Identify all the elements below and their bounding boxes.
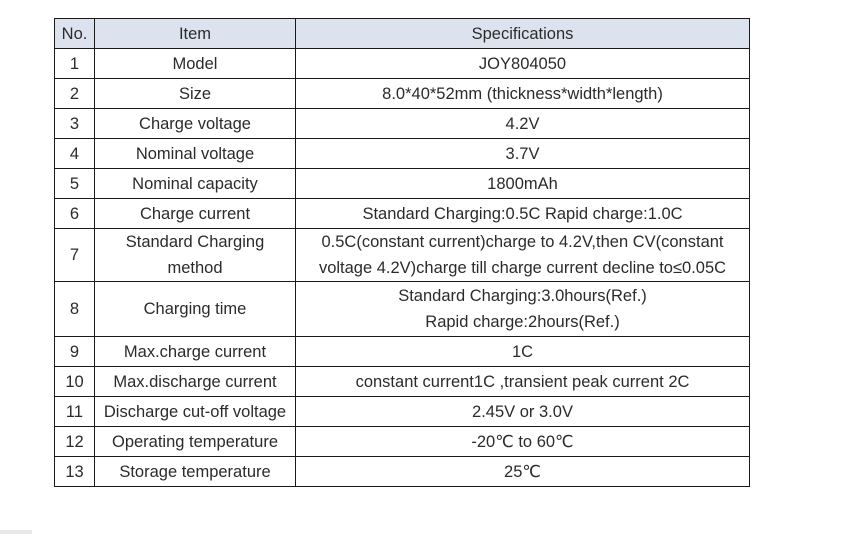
row-item-line: method: [167, 259, 223, 277]
row-number: 2: [55, 79, 95, 109]
corner-strip: [0, 530, 32, 534]
row-item: Charge voltage: [95, 109, 296, 139]
table-row: [55, 397, 750, 427]
row-number: 3: [55, 109, 95, 139]
row-number: 10: [55, 367, 95, 397]
row-number: 4: [55, 139, 95, 169]
row-spec-line: Rapid charge:2hours(Ref.): [425, 313, 620, 331]
row-spec: [296, 229, 750, 282]
specifications-table: [54, 18, 750, 487]
row-item: Charge current: [95, 199, 296, 229]
row-number: 8: [55, 282, 95, 337]
row-spec: constant current1C ,transient peak current 2C: [296, 367, 750, 397]
row-number: 1: [55, 49, 95, 79]
table-header: [55, 19, 750, 49]
row-spec: 3.7V: [296, 139, 750, 169]
row-item: Charging time: [95, 282, 296, 337]
header-item: Item: [95, 19, 296, 49]
row-item: Nominal voltage: [95, 139, 296, 169]
row-spec: 2.45V or 3.0V: [296, 397, 750, 427]
row-spec: JOY804050: [296, 49, 750, 79]
row-number: 12: [55, 427, 95, 457]
row-number: 7: [55, 229, 95, 282]
row-spec-line: Standard Charging:3.0hours(Ref.): [398, 287, 647, 305]
row-item: Max.discharge current: [95, 367, 296, 397]
row-spec: -20℃ to 60℃: [296, 427, 750, 457]
table-row: [55, 367, 750, 397]
row-item: [95, 229, 296, 282]
row-spec: 1C: [296, 337, 750, 367]
table-row: [55, 139, 750, 169]
header-row: [55, 19, 750, 49]
row-spec: Standard Charging:0.5C Rapid charge:1.0C: [296, 199, 750, 229]
table-row: [55, 457, 750, 487]
row-number: 11: [55, 397, 95, 427]
table-row: [55, 337, 750, 367]
row-item: Max.charge current: [95, 337, 296, 367]
row-item: Model: [95, 49, 296, 79]
table-row: [55, 427, 750, 457]
row-item: Discharge cut-off voltage: [95, 397, 296, 427]
header-no: No.: [55, 19, 95, 49]
table-row: [55, 229, 750, 282]
table-row: [55, 282, 750, 337]
row-spec: 25℃: [296, 457, 750, 487]
table-row: [55, 169, 750, 199]
table-row: [55, 109, 750, 139]
row-number: 6: [55, 199, 95, 229]
row-spec: 4.2V: [296, 109, 750, 139]
row-spec: [296, 282, 750, 337]
row-item: Size: [95, 79, 296, 109]
row-number: 9: [55, 337, 95, 367]
row-number: 5: [55, 169, 95, 199]
row-number: 13: [55, 457, 95, 487]
row-item-line: Standard Charging: [125, 233, 265, 251]
table-row: [55, 49, 750, 79]
row-item: Storage temperature: [95, 457, 296, 487]
row-spec-line: 0.5C(constant current)charge to 4.2V,then CV(constant: [321, 233, 724, 251]
row-spec: 1800mAh: [296, 169, 750, 199]
row-item: Nominal capacity: [95, 169, 296, 199]
table-row: [55, 79, 750, 109]
row-spec-line: voltage 4.2V)charge till charge current decline to≤0.05C: [318, 259, 727, 277]
row-spec: 8.0*40*52mm (thickness*width*length): [296, 79, 750, 109]
header-specifications: Specifications: [296, 19, 750, 49]
row-item: Operating temperature: [95, 427, 296, 457]
table-row: [55, 199, 750, 229]
table-body: [55, 49, 750, 487]
